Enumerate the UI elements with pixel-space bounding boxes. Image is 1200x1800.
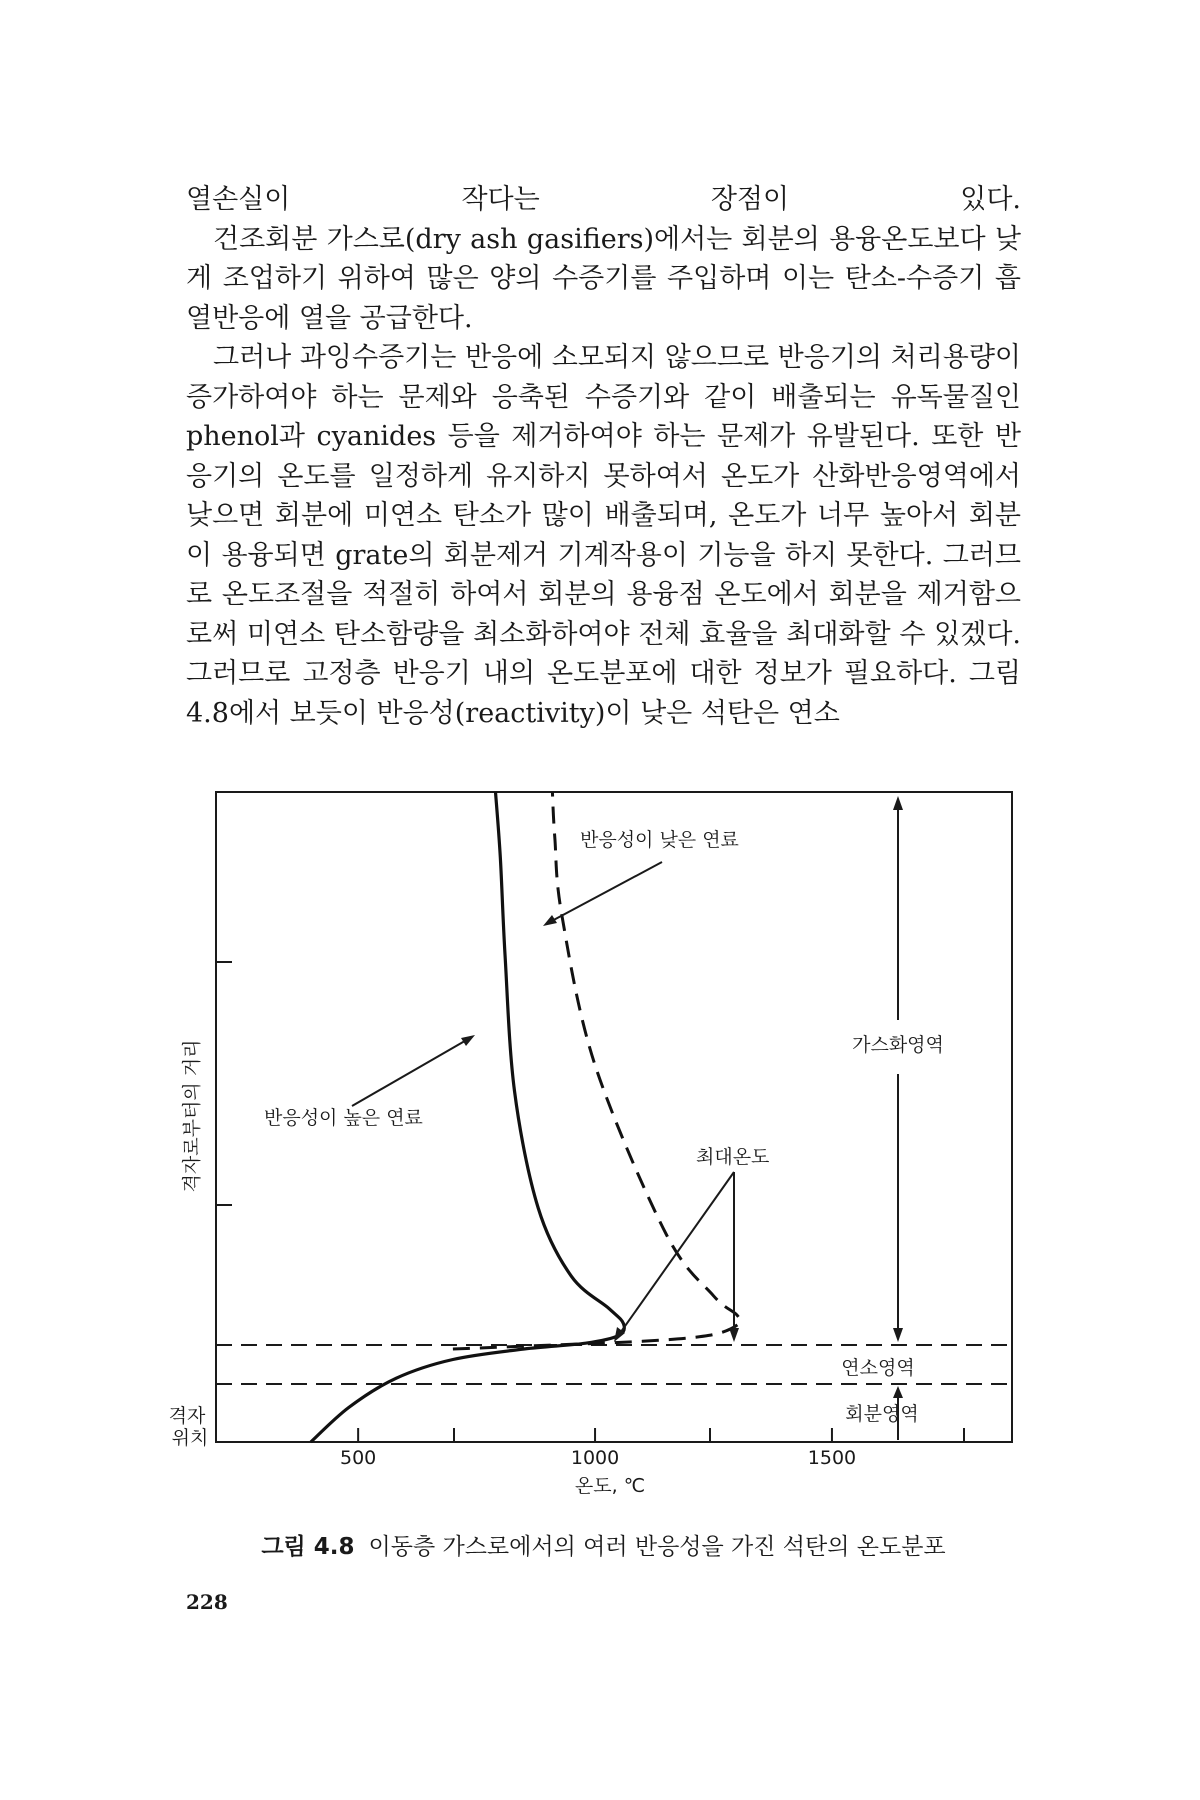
gasification-zone-arrow [893,796,903,1342]
annotation-low-reactivity-arrow [543,862,662,926]
series-line-low-reactivity [453,792,741,1349]
figure-caption [186,1528,1021,1561]
x-minor-ticks [454,1428,964,1442]
x-tick-label: 500 [340,1447,377,1469]
series-line-high-reactivity [311,792,625,1442]
y-axis-title: 격자로부터의 거리 [181,1039,203,1193]
body-text [186,180,1021,733]
zone-label-gasification: 가스화영역 [852,1034,944,1056]
annotation-high-reactivity-arrow [352,1035,475,1106]
page-number: 228 [186,1590,228,1614]
figure-caption-text: 이동층 가스로에서의 여러 반응성을 가진 석탄의 온도분포 [368,1534,946,1560]
figure-number: 그림 4.8 [261,1534,355,1560]
x-tick-label: 1500 [807,1447,857,1469]
paragraph-3: 그러나 과잉수증기는 반응에 소모되지 않으므로 반응기의 처리용량이 증가하여야 하는 문제와 응축된 수증기와 같이 배출되는 유독물질인 phenol과 cyanides 등을 제거하여야 하는 문제가 유발된다. 또한 반응기의 온도를 일정하게 유지하지 못하여서 온도가 산화반응영역에서 낮으면 회분에 미연소 탄소가 많이 배출되며, 온도가 너무 높아서 회분이 용융되면 grate의 회분제거 기계작용이 기능을 하지 못한다. 그러므로 온도조절을 적절히 하여서 회분의 용융점 온도에서 회분을 제거함으로써 미연소 탄소함량을 최소화하여야 전체 효율을 최대화할 수 있겠다. 그러므로 고정층 반응기 내의 온도분포에 대한 정보가 필요하다. 그림 4.8에서 보듯이 반응성(reactivity)이 낮은 석탄은 연소 [186,342,1021,729]
annotation-max-temperature: 최대온도 [696,1146,770,1168]
annotation-low-reactivity-fuel: 반응성이 낮은 연료 [580,829,739,851]
max-temperature-arrows [614,1172,739,1342]
ash-zone-arrow [893,1386,903,1440]
y-origin-label: 격자 위치 [168,1405,209,1449]
paragraph-2: 건조회분 가스로(dry ash gasifiers)에서는 회분의 용융온도보다 낮게 조업하기 위하여 많은 양의 수증기를 주입하며 이는 탄소-수증기 흡열반응에 열을 공급한다. [186,223,1021,334]
plot-frame [216,792,1012,1442]
annotation-high-reactivity-fuel: 반응성이 높은 연료 [264,1107,423,1129]
zone-label-combustion: 연소영역 [841,1357,915,1379]
x-axis-title: 온도, ℃ [574,1475,646,1497]
x-tick-label: 1000 [570,1447,620,1469]
x-ticks [340,1428,856,1469]
paragraph-1: 열손실이 작다는 장점이 있다. [186,184,1021,215]
zone-label-ash: 회분영역 [845,1403,919,1425]
